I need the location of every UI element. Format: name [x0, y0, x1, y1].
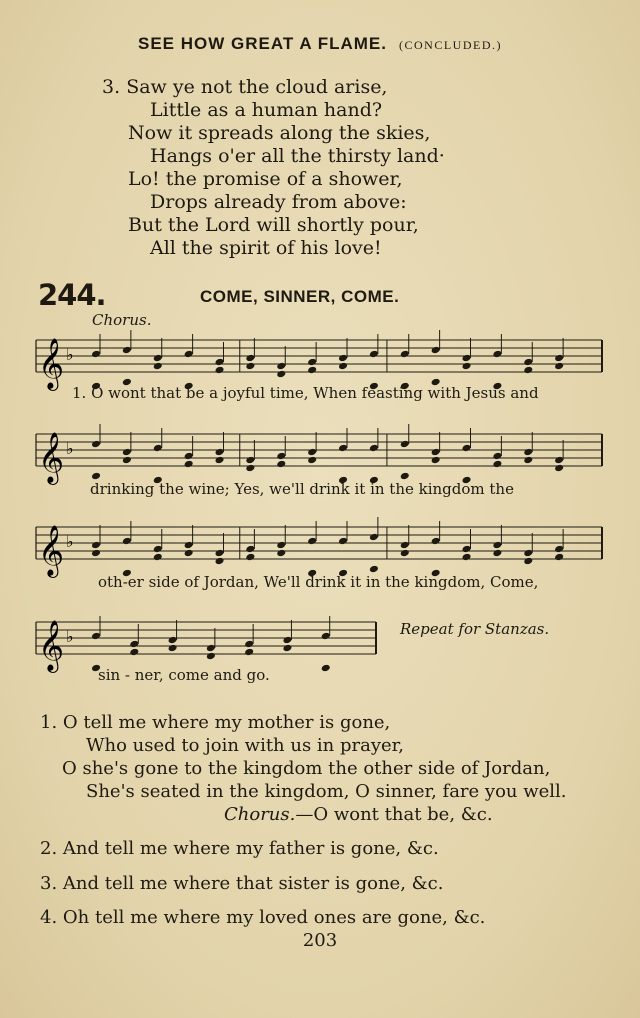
verse-line: O she's gone to the kingdom the other side of Jordan, — [62, 758, 551, 779]
treble-clef-icon: 𝄞 — [38, 620, 65, 671]
note-head — [307, 358, 317, 367]
verse-line: Who used to join with us in prayer, — [86, 735, 405, 756]
note-head — [554, 545, 564, 554]
note-head — [215, 549, 225, 558]
flat-sign-icon: ♭ — [66, 532, 74, 551]
note-head — [184, 460, 194, 469]
chorus-reference — [224, 804, 493, 825]
note-head — [168, 636, 178, 645]
stanza-line: Drops already from above: — [150, 191, 407, 213]
note-head — [91, 632, 101, 641]
treble-clef-icon: 𝄞 — [38, 525, 65, 576]
note-head — [492, 549, 502, 558]
treble-clef-icon: 𝄞 — [38, 338, 65, 389]
note-head — [321, 632, 331, 641]
running-header — [0, 34, 640, 54]
music-lyric-line: oth-er side of Jordan, We'll drink it in the kingdom, Come, — [98, 573, 539, 591]
note-head — [431, 448, 441, 457]
note-head — [153, 553, 163, 562]
note-head — [431, 346, 441, 355]
note-head — [245, 456, 255, 465]
note-head — [523, 557, 533, 566]
note-head — [307, 537, 317, 546]
note-head — [400, 541, 410, 550]
note-head — [431, 537, 441, 546]
note-head — [215, 358, 225, 367]
note-head — [245, 362, 255, 371]
stanza-line: Now it spreads along the skies, — [128, 122, 431, 144]
note-head — [206, 644, 216, 653]
note-head — [554, 354, 564, 363]
note-head — [400, 350, 410, 359]
note-head — [431, 456, 441, 465]
music-lyric-line: drinking the wine; Yes, we'll drink it in the kingdom the — [90, 480, 514, 498]
stanza-line: All the spirit of his love! — [150, 237, 382, 259]
note-head — [122, 448, 132, 457]
note-head — [276, 362, 286, 371]
note-head — [129, 640, 139, 649]
note-head — [369, 565, 379, 574]
note-head — [184, 541, 194, 550]
stanza-line: Hangs o'er all the thirsty land· — [150, 145, 445, 167]
note-head — [492, 460, 502, 469]
note-head — [244, 648, 254, 657]
note-head — [91, 472, 101, 481]
note-head — [338, 537, 348, 546]
note-head — [282, 636, 292, 645]
note-head — [523, 456, 533, 465]
note-head — [245, 553, 255, 562]
stanza-4-line: 4. Oh tell me where my loved ones are gone, &c. — [40, 907, 486, 928]
note-head — [338, 444, 348, 453]
page-number: 203 — [302, 930, 338, 951]
hymn-title: COME, SINNER, COME. — [200, 287, 400, 306]
note-head — [245, 354, 255, 363]
verse-line: She's seated in the kingdom, O sinner, fare you well. — [86, 781, 567, 802]
music-staff-2 — [36, 424, 602, 514]
note-head — [554, 362, 564, 371]
note-head — [282, 644, 292, 653]
note-head — [129, 648, 139, 657]
note-head — [276, 460, 286, 469]
note-head — [276, 541, 286, 550]
note-head — [492, 452, 502, 461]
flat-sign-icon: ♭ — [66, 627, 74, 646]
note-head — [369, 533, 379, 542]
note-head — [462, 553, 472, 562]
note-head — [369, 350, 379, 359]
music-staff-4 — [36, 612, 376, 702]
note-head — [307, 448, 317, 457]
note-head — [153, 354, 163, 363]
music-staff-3 — [36, 517, 602, 607]
note-head — [462, 362, 472, 371]
note-head — [206, 652, 216, 661]
chorus-label: Chorus. — [224, 804, 296, 825]
note-head — [462, 354, 472, 363]
note-head — [400, 549, 410, 558]
note-head — [321, 664, 331, 673]
stanza-line: Lo! the promise of a shower, — [128, 168, 403, 190]
note-head — [276, 452, 286, 461]
note-head — [400, 472, 410, 481]
note-head — [122, 456, 132, 465]
stanza-number: 3. — [102, 76, 121, 98]
note-head — [245, 464, 255, 473]
stanza-3-line: 3. And tell me where that sister is gone, &c. — [40, 873, 444, 894]
note-head — [523, 549, 533, 558]
note-head — [462, 545, 472, 554]
note-head — [338, 362, 348, 371]
note-head — [215, 366, 225, 375]
note-head — [400, 440, 410, 449]
note-head — [153, 545, 163, 554]
header-title: SEE HOW GREAT A FLAME. — [138, 34, 387, 53]
note-head — [462, 444, 472, 453]
note-head — [184, 549, 194, 558]
chorus-mark: Chorus. — [92, 311, 152, 329]
note-head — [153, 362, 163, 371]
note-head — [184, 350, 194, 359]
note-head — [554, 464, 564, 473]
note-head — [215, 557, 225, 566]
flat-sign-icon: ♭ — [66, 439, 74, 458]
note-head — [168, 644, 178, 653]
note-head — [523, 358, 533, 367]
note-head — [91, 440, 101, 449]
stanza-line: 3. Saw ye not the cloud arise, — [102, 76, 388, 98]
note-head — [215, 448, 225, 457]
repeat-note: Repeat for Stanzas. — [400, 620, 550, 638]
chorus-ref-text: —O wont that be, &c. — [295, 804, 493, 825]
flat-sign-icon: ♭ — [66, 345, 74, 364]
note-head — [554, 456, 564, 465]
note-head — [91, 350, 101, 359]
stanza-line: Little as a human hand? — [150, 99, 383, 121]
note-head — [215, 456, 225, 465]
note-head — [523, 366, 533, 375]
note-head — [369, 444, 379, 453]
header-note: (CONCLUDED.) — [398, 38, 502, 52]
note-head — [244, 640, 254, 649]
stanza-2-line: 2. And tell me where my father is gone, &c. — [40, 838, 439, 859]
note-head — [492, 350, 502, 359]
music-lyric-line: 1. O wont that be a joyful time, When feasting with Jesus and — [72, 384, 539, 402]
note-head — [184, 452, 194, 461]
note-head — [307, 456, 317, 465]
note-head — [338, 354, 348, 363]
note-head — [91, 549, 101, 558]
note-head — [307, 366, 317, 375]
music-staff-1 — [36, 330, 602, 420]
note-head — [153, 444, 163, 453]
hymn-number: 244. — [38, 278, 106, 312]
note-head — [276, 370, 286, 379]
note-head — [554, 553, 564, 562]
note-head — [122, 537, 132, 546]
note-head — [245, 545, 255, 554]
note-head — [492, 541, 502, 550]
note-head — [91, 541, 101, 550]
note-head — [122, 346, 132, 355]
note-head — [523, 448, 533, 457]
music-lyric-line: sin - ner, come and go. — [98, 666, 270, 684]
treble-clef-icon: 𝄞 — [38, 432, 65, 483]
note-head — [276, 549, 286, 558]
stanza-line: But the Lord will shortly pour, — [128, 214, 419, 236]
verse-line: 1. O tell me where my mother is gone, — [40, 712, 391, 733]
